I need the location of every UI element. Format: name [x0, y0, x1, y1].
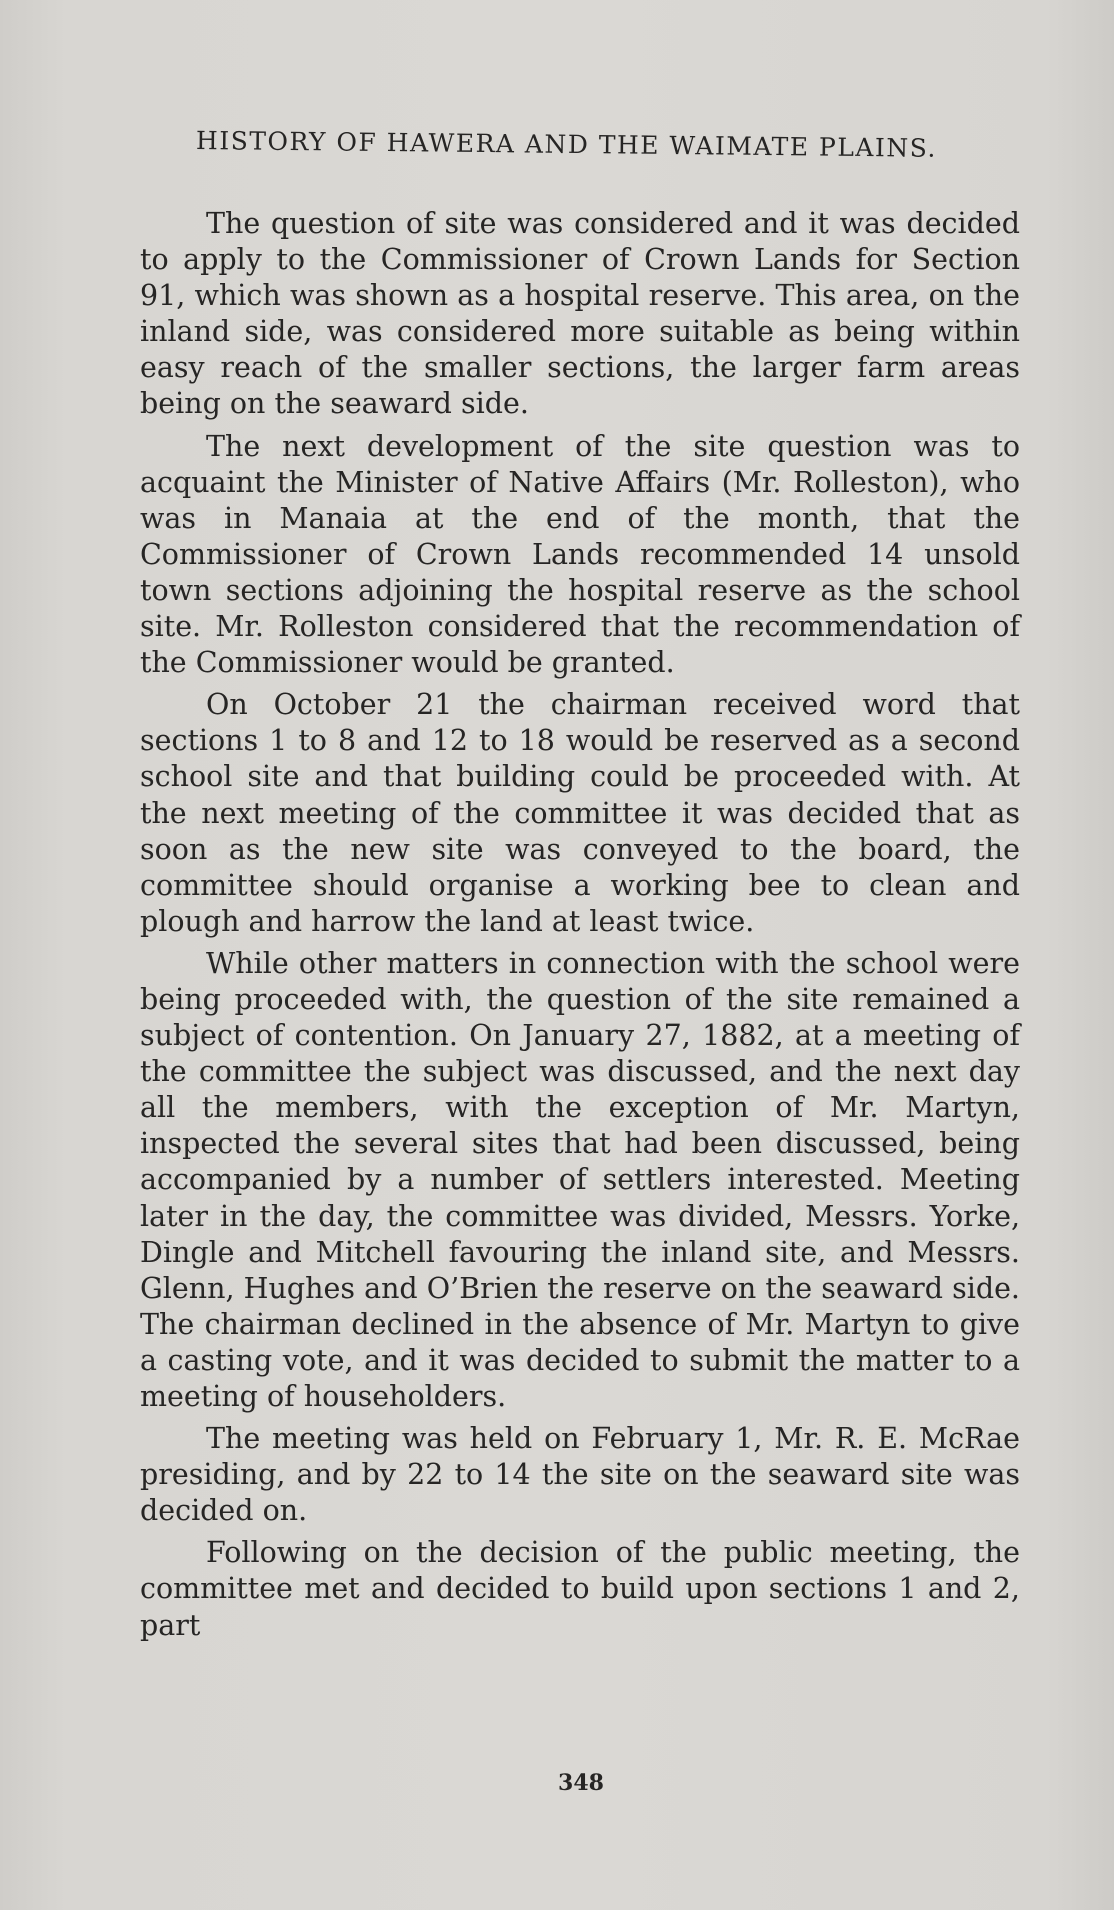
page-number-container [0, 1770, 1114, 1796]
paragraph: Following on the decision of the public meeting, the committee met and decided to build upon sections 1 and 2, part [140, 1536, 1020, 1642]
paragraph: On October 21 the chairman received word that sections 1 to 8 and 12 to 18 would be reserved as a second school site and that building could be proceeded with. At the next meeting of the committee it was decided that as soon as the new site was conveyed to the board, the committee should organise a working bee to clean and plough and harrow the land at least twice. [140, 688, 1020, 938]
running-head: HISTORY OF HAWERA AND THE WAIMATE PLAINS. [195, 126, 938, 163]
paragraph: The question of site was considered and it was decided to apply to the Commissioner of Crown Lands for Section 91, which was shown as a hospital reserve. This area, on the inland side, was considered more suitable as being within easy reach of the smaller sections, the larger farm areas being on the seaward side. [140, 207, 1020, 421]
body-text [140, 206, 1020, 1650]
page-number: 348 [558, 1770, 604, 1796]
paragraph: The meeting was held on February 1, Mr. R. E. McRae presiding, and by 22 to 14 the site on the seaward site was decided on. [140, 1422, 1020, 1528]
paragraph: While other matters in connection with the school were being proceeded with, the question of the site remained a subject of contention. On January 27, 1882, at a meeting of the committee the subject was discussed, and the next day all the members, with the exception of Mr. Martyn, inspected the several sites that had been discussed, being accompanied by a number of settlers interested. Meeting later in the day, the committee was divided, Messrs. Yorke, Dingle and Mitchell favouring the inland site, and Messrs. Glenn, Hughes and O’Brien the reserve on the seaward side. The chairman declined in the absence of Mr. Martyn to give a casting vote, and it was decided to submit the matter to a meeting of householders. [140, 946, 1020, 1413]
paragraph: The next development of the site question was to acquaint the Minister of Native Affairs (Mr. Rolleston), who was in Manaia at the end of the month, that the Commissioner of Crown Lands recommended 14 unsold town sections adjoining the hospital reserve as the school site. Mr. Rolleston considered that the recommendation of the Commissioner would be granted. [140, 429, 1020, 680]
